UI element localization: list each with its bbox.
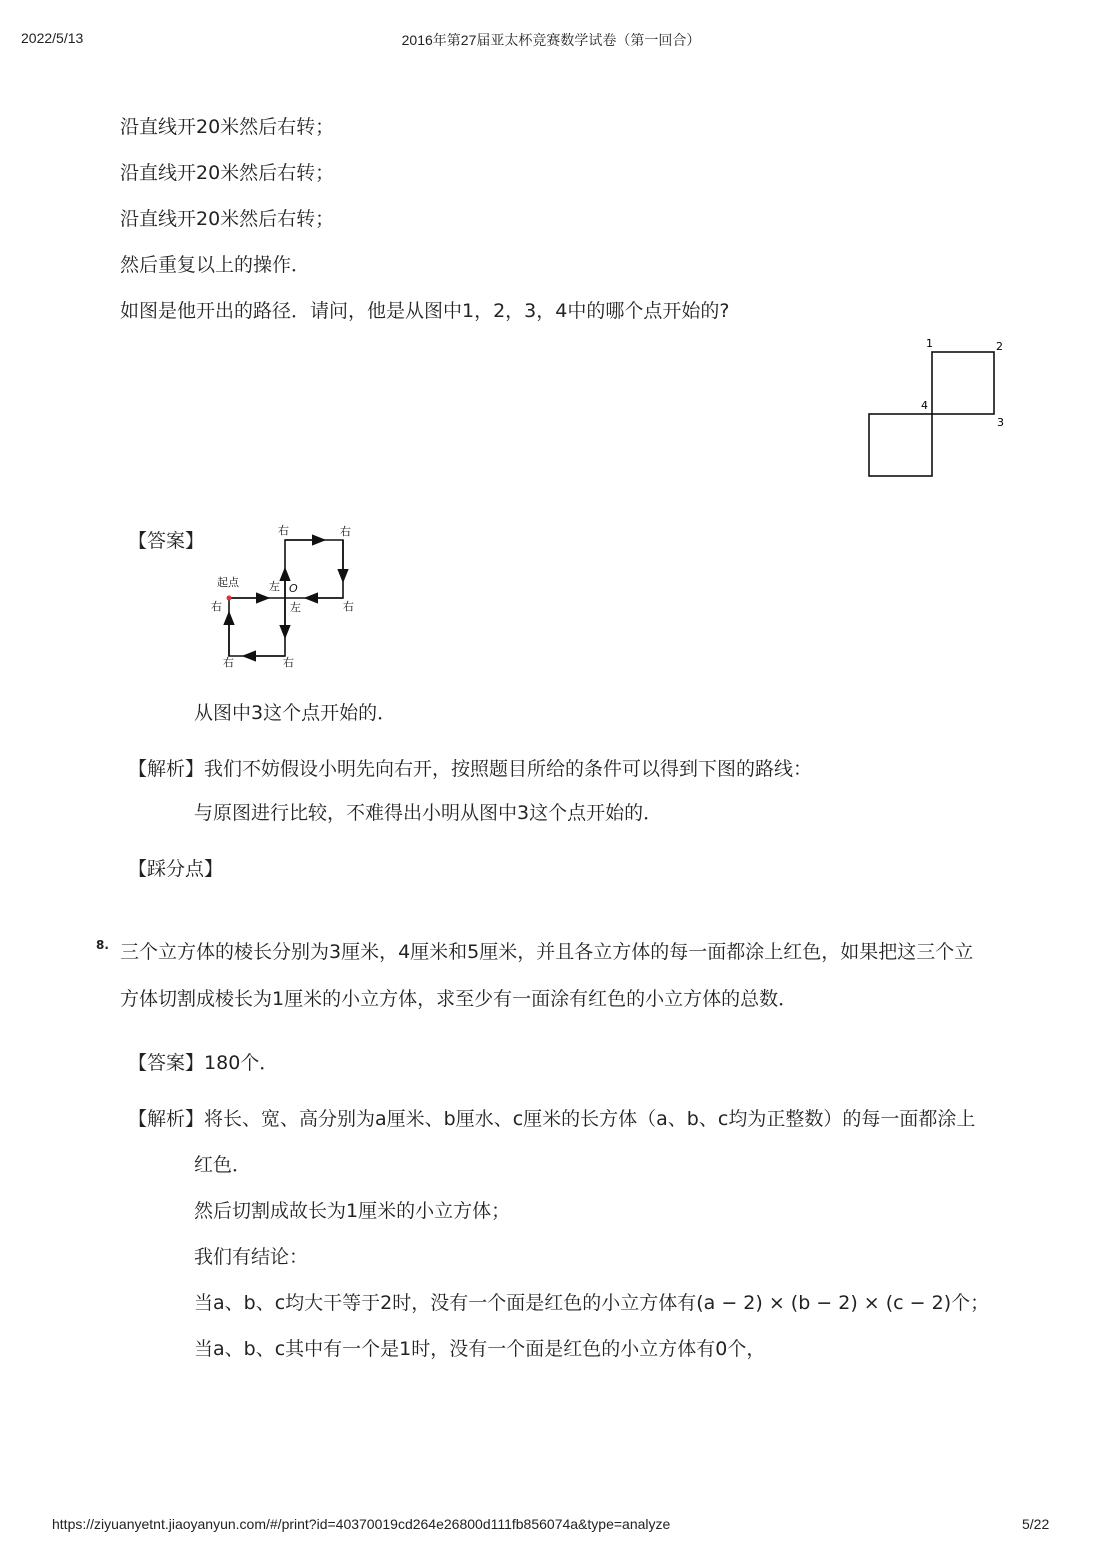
q8-answer <box>128 1050 278 1076</box>
q7-question: 如图是他开出的路径．请问，他是从图中1，2，3，4中的哪个点开始的? <box>120 300 730 322</box>
q8-analysis-line-5: 当a、b、c均大干等于2时，没有一个面是红色的小立方体有(a − 2) × (b − 2) × (c − 2)个； <box>194 1292 990 1314</box>
q7-step-1: 沿直线开20米然后右转； <box>120 116 335 138</box>
turn-right-label: 右 <box>211 600 222 613</box>
header-title: 2016年第27届亚太杯竞赛数学试卷（第一回合） <box>401 32 701 48</box>
q7-analysis-line-1: 我们不妨假设小明先向右开，按照题目所给的条件可以得到下图的路线： <box>204 758 813 780</box>
figure-label-1: 1 <box>926 337 933 350</box>
q7-scoring-points-label: 【踩分点】 <box>128 858 224 880</box>
header-date: 2022/5/13 <box>21 30 84 46</box>
q8-stem-line-2: 方体切割成棱长为1厘米的小立方体，求至少有一面涂有红色的小立方体的总数． <box>120 988 798 1010</box>
figure-label-2: 2 <box>996 340 1003 353</box>
q7-path-figure <box>860 334 1030 484</box>
turn-left-label: 左 <box>290 601 301 614</box>
q7-analysis-label: 【解析】 <box>128 758 205 780</box>
q7-step-3: 沿直线开20米然后右转； <box>120 208 335 230</box>
q8-analysis-line-6: 当a、b、c其中有一个是1时，没有一个面是红色的小立方体有0个， <box>194 1338 766 1360</box>
footer-url[interactable]: https://ziyuanyetnt.jiaoyanyun.com/#/print?id=40370019cd264e26800d111fb856074a&type=analyze <box>52 1516 671 1532</box>
figure-label-3: 3 <box>997 416 1004 429</box>
q8-answer-label: 【答案】 <box>128 1052 205 1074</box>
turn-left-label: 左 <box>269 580 280 593</box>
q7-analysis-line-2: 与原图进行比较，不难得出小明从图中3这个点开始的． <box>194 802 663 824</box>
q7-answer-text: 从图中3这个点开始的． <box>194 702 397 724</box>
figure-upper-square <box>932 352 994 414</box>
q8-stem-line-1: 三个立方体的棱长分别为3厘米，4厘米和5厘米，并且各立方体的每一面都涂上红色，如果把这三个立 <box>120 941 974 963</box>
origin-label: O <box>289 582 298 595</box>
q8-analysis-line-4: 我们有结论： <box>194 1246 309 1268</box>
turn-right-label: 右 <box>343 600 354 613</box>
q7-step-2: 沿直线开20米然后右转； <box>120 162 335 184</box>
q7-answer-figure <box>205 518 370 673</box>
turn-right-label: 右 <box>340 525 351 538</box>
turn-right-label: 右 <box>223 656 234 669</box>
q8-analysis-line-1: 将长、宽、高分别为a厘米、b厘水、c厘米的长方体（a、b、c均为正整数）的每一面都涂上 <box>204 1108 976 1130</box>
start-label: 起点 <box>217 576 239 589</box>
q8-answer-value: 180个． <box>204 1052 279 1074</box>
q7-analysis <box>128 756 812 782</box>
q8-analysis <box>128 1106 975 1132</box>
turn-right-label: 右 <box>283 656 294 669</box>
figure-label-4: 4 <box>921 399 928 412</box>
footer-page-number: 5/22 <box>1022 1516 1050 1532</box>
q7-repeat: 然后重复以上的操作． <box>120 254 311 276</box>
q8-analysis-line-2: 红色． <box>194 1154 252 1176</box>
q8-number: 8. <box>96 938 109 952</box>
figure-lower-square <box>869 414 932 476</box>
q8-analysis-line-3: 然后切割成故长为1厘米的小立方体； <box>194 1200 511 1222</box>
start-point-dot <box>227 596 232 601</box>
turn-right-label: 右 <box>278 524 289 537</box>
q7-answer-label: 【答案】 <box>128 530 205 552</box>
q8-analysis-label: 【解析】 <box>128 1108 205 1130</box>
